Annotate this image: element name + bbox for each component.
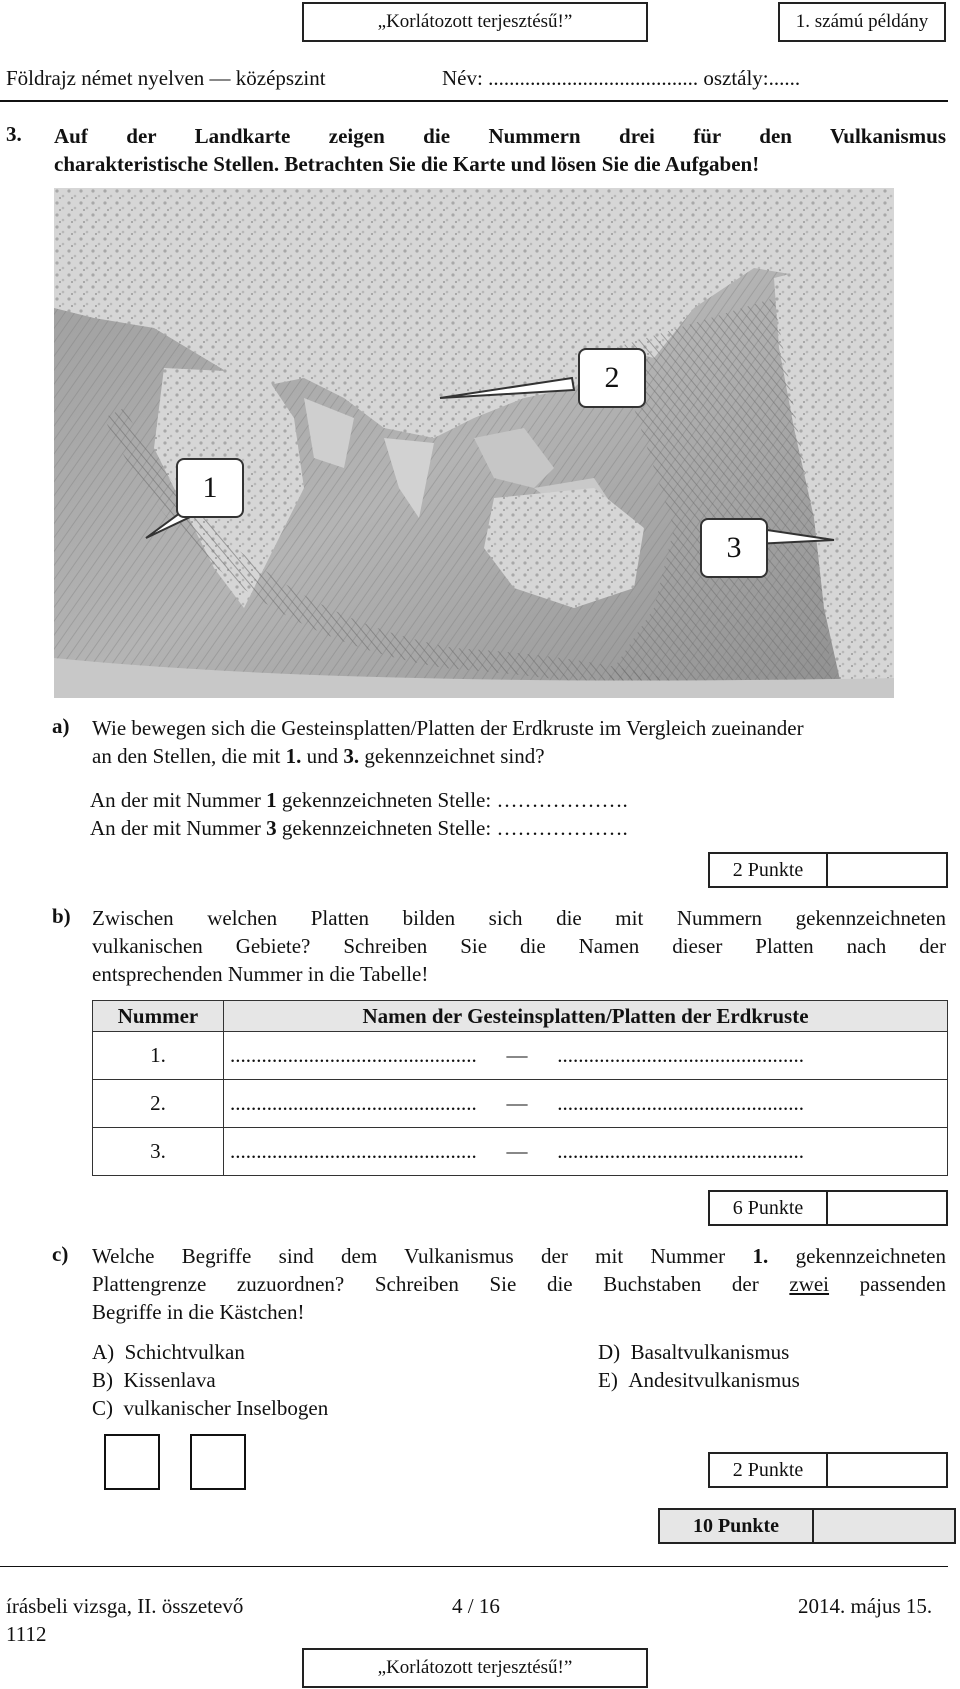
map-marker-2: 2: [578, 348, 646, 408]
name-class-field: Név: ........................................ osztály:......: [442, 66, 801, 90]
total-points-score[interactable]: [814, 1510, 954, 1542]
row-number: 2.: [93, 1080, 224, 1128]
part-b-letter: b): [52, 904, 71, 928]
restricted-label-bottom: „Korlátozott terjesztésű!”: [302, 1648, 648, 1688]
part-c-text-line1: Welche Begriffe sind dem Vulkanismus der mit Nummer 1. gekennzeichneten: [92, 1244, 946, 1268]
option-e: E) Andesitvulkanismus: [598, 1368, 800, 1392]
part-a-points-box: [708, 852, 948, 888]
row-number: 3.: [93, 1128, 224, 1176]
part-a-text-line1: Wie bewegen sich die Gesteinsplatten/Platten der Erdkruste im Vergleich zueinander: [92, 716, 804, 740]
part-c-text-line2: Plattengrenze zuzuordnen? Schreiben Sie die Buchstaben der zwei passenden: [92, 1272, 946, 1296]
part-a-answer-3[interactable]: An der mit Nummer 3 gekennzeichneten Stelle: ……………….: [90, 816, 628, 840]
question-intro-line1: Auf der Landkarte zeigen die Nummern drei für den Vulkanismus: [54, 124, 946, 148]
row-number: 1.: [93, 1032, 224, 1080]
copy-number-label: 1. számú példány: [778, 2, 946, 42]
footer-exam-part: írásbeli vizsga, II. összetevő: [6, 1594, 244, 1618]
row-answer[interactable]: ............................................... — ...............................................: [224, 1080, 948, 1128]
subject-title: Földrajz német nyelven — középszint: [6, 66, 326, 90]
row-answer[interactable]: ............................................... — ...............................................: [224, 1128, 948, 1176]
part-c-points-box: [708, 1452, 948, 1488]
part-a-text-line2: an den Stellen, die mit 1. und 3. gekennzeichnet sind?: [92, 744, 545, 768]
footer-page-number: 4 / 16: [452, 1594, 500, 1618]
tectonic-relief-map: [54, 188, 894, 698]
part-a-points-label: 2 Punkte: [710, 854, 828, 886]
option-a: A) Schichtvulkan: [92, 1340, 245, 1364]
part-b-points-score[interactable]: [828, 1192, 946, 1224]
column-header-number: Nummer: [93, 1001, 224, 1032]
footer-divider: [0, 1566, 948, 1567]
restricted-label-top: „Korlátozott terjesztésű!”: [302, 2, 648, 42]
part-a-answer-1[interactable]: An der mit Nummer 1 gekennzeichneten Stelle: ……………….: [90, 788, 628, 812]
question-intro-line2: charakteristische Stellen. Betrachten Sie die Karte und lösen Sie die Aufgaben!: [54, 152, 760, 176]
part-c-letter: c): [52, 1242, 69, 1266]
header-divider: [0, 100, 948, 102]
total-points-label: 10 Punkte: [660, 1510, 814, 1542]
question-number: 3.: [6, 122, 22, 146]
part-b-text-line1: Zwischen welchen Platten bilden sich die mit Nummern gekennzeichneten: [92, 906, 946, 930]
map-illustration: [54, 188, 894, 698]
part-b-text-line3: entsprechenden Nummer in die Tabelle!: [92, 962, 429, 986]
part-c-text-line3: Begriffe in die Kästchen!: [92, 1300, 305, 1324]
part-c-points-label: 2 Punkte: [710, 1454, 828, 1486]
part-b-text-line2: vulkanischen Gebiete? Schreiben Sie die Namen dieser Platten nach der: [92, 934, 946, 958]
total-points-box: [658, 1508, 956, 1544]
table-row: [93, 1128, 948, 1176]
row-answer[interactable]: ............................................... — ...............................................: [224, 1032, 948, 1080]
table-row: [93, 1080, 948, 1128]
part-b-points-label: 6 Punkte: [710, 1192, 828, 1224]
part-a-letter: a): [52, 714, 70, 738]
answer-box-1[interactable]: [104, 1434, 160, 1490]
part-b-points-box: [708, 1190, 948, 1226]
option-c: C) vulkanischer Inselbogen: [92, 1396, 329, 1420]
column-header-plates: Namen der Gesteinsplatten/Platten der Erdkruste: [224, 1001, 948, 1032]
option-d: D) Basaltvulkanismus: [598, 1340, 790, 1364]
part-a-points-score[interactable]: [828, 854, 946, 886]
answer-box-2[interactable]: [190, 1434, 246, 1490]
map-marker-3: 3: [700, 518, 768, 578]
part-c-points-score[interactable]: [828, 1454, 946, 1486]
footer-code: 1112: [6, 1622, 47, 1646]
footer-date: 2014. május 15.: [798, 1594, 933, 1618]
map-marker-1: 1: [176, 458, 244, 518]
option-b: B) Kissenlava: [92, 1368, 216, 1392]
table-row: [93, 1032, 948, 1080]
plates-table-header: [93, 1001, 948, 1032]
plates-table: [92, 1000, 948, 1176]
